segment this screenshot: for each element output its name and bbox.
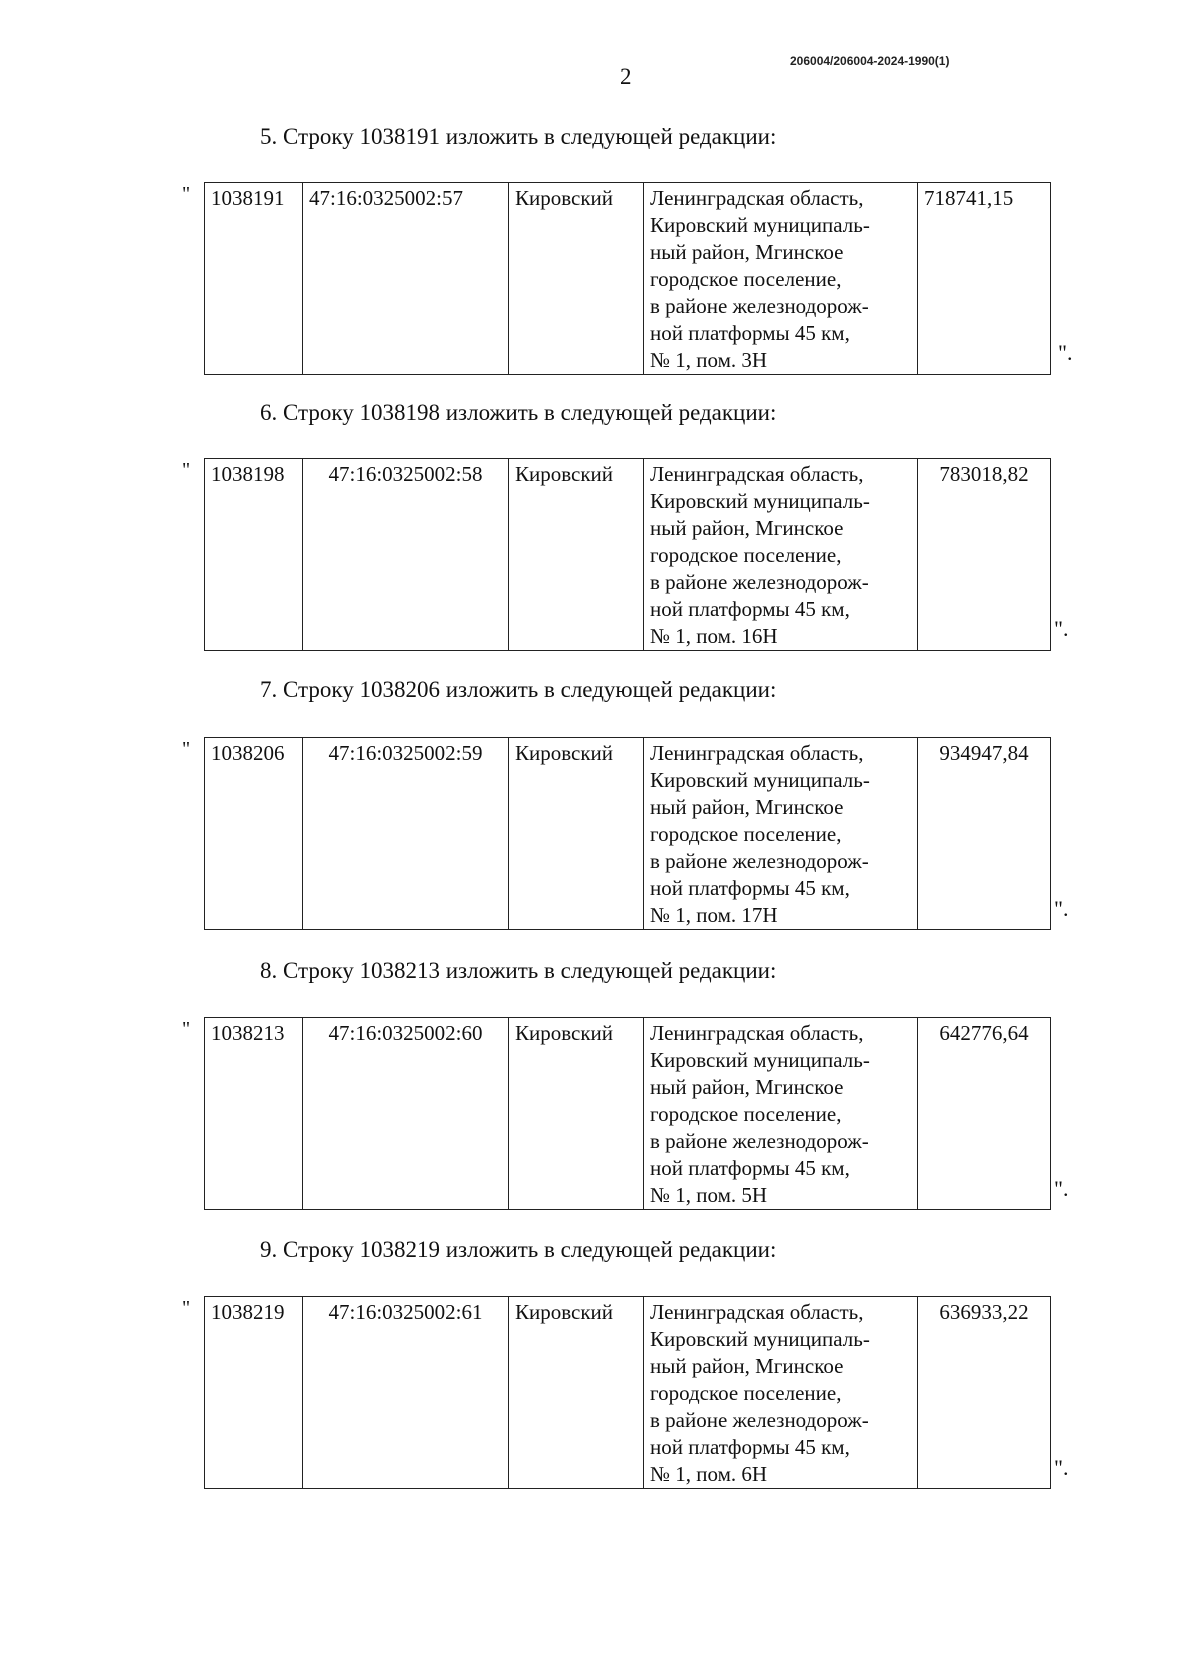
address-line: городское поселение,	[650, 822, 842, 846]
address-line: ной платформы 45 км,	[650, 1156, 850, 1180]
cadastral-value-cell: 934947,84	[918, 738, 1051, 930]
section-heading: 9. Строку 1038219 изложить в следующей редакции:	[260, 1237, 777, 1262]
address-line: в районе железнодорож-	[650, 849, 869, 873]
closing-quote: ".	[1054, 616, 1069, 641]
row-number-cell: 1038198	[205, 459, 303, 651]
address-line: в районе железнодорож-	[650, 1408, 869, 1432]
address-line: городское поселение,	[650, 1381, 842, 1405]
section-heading: 7. Строку 1038206 изложить в следующей редакции:	[260, 677, 777, 702]
address-line: Кировский муниципаль-	[650, 1327, 870, 1351]
replacement-row-table	[204, 182, 1051, 375]
address-line: Ленинградская область,	[650, 1021, 864, 1045]
district-cell: Кировский	[509, 1018, 644, 1210]
section-heading: 5. Строку 1038191 изложить в следующей редакции:	[260, 124, 777, 149]
district-cell: Кировский	[509, 183, 644, 375]
address-line: № 1, пом. 16Н	[650, 624, 778, 648]
row-number-cell: 1038219	[205, 1297, 303, 1489]
table-row	[205, 183, 1051, 375]
address-line: Кировский муниципаль-	[650, 1048, 870, 1072]
closing-quote: ".	[1058, 340, 1073, 365]
table-row	[205, 1297, 1051, 1489]
address-line: № 1, пом. 3Н	[650, 348, 768, 372]
cadastral-number-cell: 47:16:0325002:58	[303, 459, 509, 651]
opening-quote: "	[182, 1018, 191, 1040]
address-line: Кировский муниципаль-	[650, 489, 870, 513]
cadastral-number-cell: 47:16:0325002:59	[303, 738, 509, 930]
address-cell	[644, 459, 918, 651]
replacement-row-table	[204, 1017, 1051, 1210]
address-line: Кировский муниципаль-	[650, 768, 870, 792]
address-line: в районе железнодорож-	[650, 570, 869, 594]
address-line: ный район, Мгинское	[650, 1075, 844, 1099]
table-row	[205, 738, 1051, 930]
address-line: ный район, Мгинское	[650, 516, 844, 540]
closing-quote: ".	[1054, 896, 1069, 921]
closing-quote: ".	[1054, 1176, 1069, 1201]
address-line: в районе железнодорож-	[650, 1129, 869, 1153]
cadastral-value-cell: 642776,64	[918, 1018, 1051, 1210]
address-line: № 1, пом. 6Н	[650, 1462, 768, 1486]
closing-quote: ".	[1054, 1455, 1069, 1480]
address-line: городское поселение,	[650, 1102, 842, 1126]
replacement-row-table	[204, 737, 1051, 930]
row-number-cell: 1038191	[205, 183, 303, 375]
cadastral-value-cell: 718741,15	[918, 183, 1051, 375]
page-number: 2	[620, 64, 632, 89]
table-row	[205, 1018, 1051, 1210]
address-line: Ленинградская область,	[650, 462, 864, 486]
section-heading: 6. Строку 1038198 изложить в следующей редакции:	[260, 400, 777, 425]
address-line: Ленинградская область,	[650, 1300, 864, 1324]
document-id: 206004/206004-2024-1990(1)	[790, 54, 950, 68]
cadastral-number-cell: 47:16:0325002:57	[303, 183, 509, 375]
address-cell	[644, 183, 918, 375]
opening-quote: "	[182, 459, 191, 481]
address-cell	[644, 1297, 918, 1489]
district-cell: Кировский	[509, 1297, 644, 1489]
opening-quote: "	[182, 738, 191, 760]
address-line: № 1, пом. 5Н	[650, 1183, 768, 1207]
address-line: ный район, Мгинское	[650, 1354, 844, 1378]
address-line: Ленинградская область,	[650, 741, 864, 765]
cadastral-value-cell: 783018,82	[918, 459, 1051, 651]
row-number-cell: 1038213	[205, 1018, 303, 1210]
address-cell	[644, 738, 918, 930]
row-number-cell: 1038206	[205, 738, 303, 930]
opening-quote: "	[182, 183, 191, 205]
district-cell: Кировский	[509, 738, 644, 930]
address-line: ной платформы 45 км,	[650, 876, 850, 900]
opening-quote: "	[182, 1297, 191, 1319]
address-line: ный район, Мгинское	[650, 240, 844, 264]
address-cell	[644, 1018, 918, 1210]
address-line: городское поселение,	[650, 267, 842, 291]
replacement-row-table	[204, 458, 1051, 651]
address-line: в районе железнодорож-	[650, 294, 869, 318]
address-line: городское поселение,	[650, 543, 842, 567]
cadastral-number-cell: 47:16:0325002:60	[303, 1018, 509, 1210]
cadastral-value-cell: 636933,22	[918, 1297, 1051, 1489]
address-line: Ленинградская область,	[650, 186, 864, 210]
address-line: ной платформы 45 км,	[650, 321, 850, 345]
address-line: ной платформы 45 км,	[650, 1435, 850, 1459]
cadastral-number-cell: 47:16:0325002:61	[303, 1297, 509, 1489]
address-line: Кировский муниципаль-	[650, 213, 870, 237]
district-cell: Кировский	[509, 459, 644, 651]
section-heading: 8. Строку 1038213 изложить в следующей редакции:	[260, 958, 777, 983]
replacement-row-table	[204, 1296, 1051, 1489]
table-row	[205, 459, 1051, 651]
address-line: № 1, пом. 17Н	[650, 903, 778, 927]
address-line: ный район, Мгинское	[650, 795, 844, 819]
address-line: ной платформы 45 км,	[650, 597, 850, 621]
